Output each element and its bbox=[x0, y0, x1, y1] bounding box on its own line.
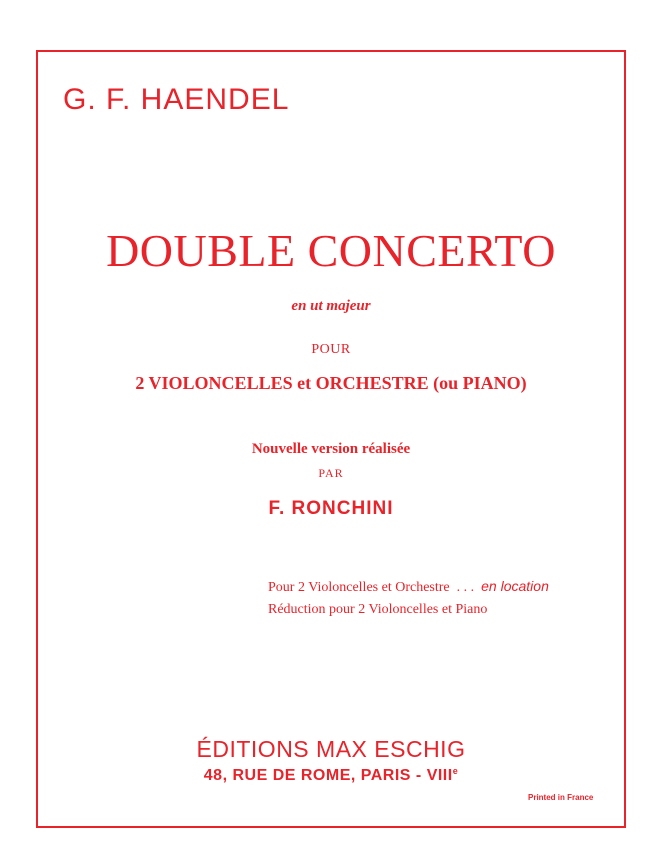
composer-name: G. F. HAENDEL bbox=[63, 83, 290, 116]
pour-label: POUR bbox=[311, 342, 351, 357]
work-title: DOUBLE CONCERTO bbox=[106, 225, 556, 276]
address-superscript: e bbox=[452, 766, 459, 776]
publisher-address: 48, RUE DE ROME, PARIS - VIIIe bbox=[203, 766, 459, 784]
edition-orchestra-dots: . . . bbox=[456, 580, 475, 595]
version-note: Nouvelle version réalisée bbox=[251, 441, 411, 457]
par-label: PAR bbox=[318, 466, 344, 480]
instrumentation: 2 VIOLONCELLES et ORCHESTRE (ou PIANO) bbox=[135, 373, 527, 393]
work-key: en ut majeur bbox=[291, 298, 371, 314]
arranger-name: F. RONCHINI bbox=[268, 498, 394, 519]
edition-piano-reduction: Réduction pour 2 Violoncelles et Piano bbox=[268, 602, 488, 617]
edition-orchestra-availability: en location bbox=[481, 578, 549, 594]
edition-orchestra-label: Pour 2 Violoncelles et Orchestre bbox=[268, 580, 450, 595]
publisher-name: ÉDITIONS MAX ESCHIG bbox=[196, 736, 466, 762]
printed-in-note: Printed in France bbox=[528, 793, 594, 802]
edition-orchestra bbox=[268, 577, 549, 597]
